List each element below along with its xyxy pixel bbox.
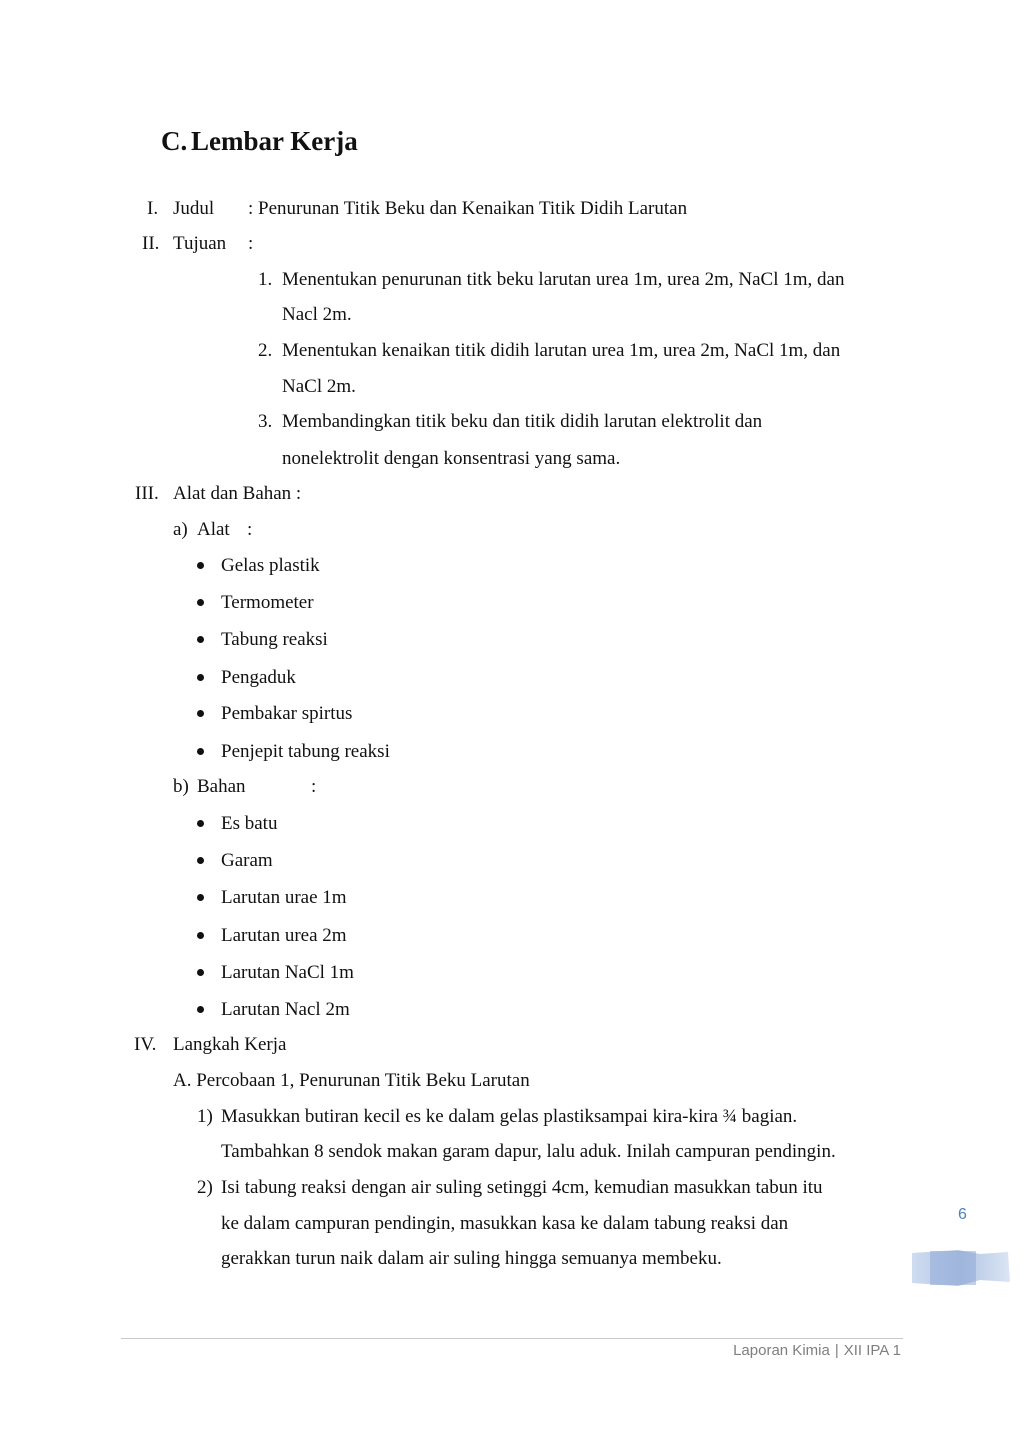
alat-bahan-label: Alat dan Bahan : — [173, 483, 302, 504]
bahan-item: Larutan Nacl 2m — [221, 999, 350, 1020]
footer-class: XII IPA 1 — [843, 1342, 901, 1359]
alat-item: Termometer — [221, 592, 314, 613]
tujuan-item-line: Membandingkan titik beku dan titik didih larutan elektrolit dan — [282, 411, 763, 432]
alat-item: Penjepit tabung reaksi — [221, 741, 390, 762]
page-footer — [733, 1342, 901, 1359]
alat-item: Pembakar spirtus — [221, 703, 353, 724]
tujuan-item-line: nonelektrolit dengan konsentrasi yang sama. — [282, 448, 621, 469]
tujuan-colon: : — [248, 233, 254, 254]
bahan-item: Larutan NaCl 1m — [221, 962, 354, 983]
section-heading — [161, 124, 358, 158]
bullet-icon — [197, 636, 204, 643]
langkah-label: Langkah Kerja — [173, 1034, 287, 1055]
tujuan-item-number: 1. — [258, 269, 273, 290]
bullet-icon — [197, 820, 204, 827]
langkah-numeral: IV. — [134, 1034, 157, 1055]
bahan-marker: b) — [173, 776, 189, 797]
percobaan-title: A. Percobaan 1, Penurunan Titik Beku Larutan — [173, 1070, 530, 1091]
bahan-item: Larutan urae 1m — [221, 887, 347, 908]
alat-item: Gelas plastik — [221, 555, 320, 576]
page-ribbon-icon — [910, 1249, 1014, 1289]
bullet-icon — [197, 674, 204, 681]
bullet-icon — [197, 710, 204, 717]
step-line: ke dalam campuran pendingin, masukkan kasa ke dalam tabung reaksi dan — [221, 1213, 789, 1234]
alat-label: Alat — [197, 519, 230, 540]
alat-item: Tabung reaksi — [221, 629, 328, 650]
bullet-icon — [197, 857, 204, 864]
heading-text: Lembar Kerja — [191, 126, 358, 156]
tujuan-item-number: 3. — [258, 411, 273, 432]
bahan-item: Garam — [221, 850, 273, 871]
alat-marker: a) — [173, 519, 188, 540]
bullet-icon — [197, 894, 204, 901]
tujuan-item-number: 2. — [258, 340, 273, 361]
footer-title: Laporan Kimia — [733, 1342, 830, 1359]
heading-number: C. — [161, 126, 188, 156]
bullet-icon — [197, 748, 204, 755]
bullet-icon — [197, 969, 204, 976]
alat-item: Pengaduk — [221, 667, 296, 688]
page-number: 6 — [958, 1206, 967, 1223]
step-number: 1) — [197, 1106, 213, 1127]
step-line: gerakkan turun naik dalam air suling hingga semuanya membeku. — [221, 1248, 722, 1269]
tujuan-item-line: Nacl 2m. — [282, 304, 352, 325]
bahan-item: Larutan urea 2m — [221, 925, 347, 946]
alat-bahan-numeral: III. — [135, 483, 159, 504]
bullet-icon — [197, 599, 204, 606]
judul-label: Judul — [173, 198, 215, 219]
tujuan-item-line: NaCl 2m. — [282, 376, 356, 397]
bahan-item: Es batu — [221, 813, 278, 834]
bullet-icon — [197, 1006, 204, 1013]
judul-numeral: I. — [147, 198, 159, 219]
tujuan-item-line: Menentukan penurunan titk beku larutan urea 1m, urea 2m, NaCl 1m, dan — [282, 269, 845, 290]
bahan-colon: : — [311, 776, 317, 797]
alat-colon: : — [247, 519, 253, 540]
step-number: 2) — [197, 1177, 213, 1198]
step-line: Tambahkan 8 sendok makan garam dapur, lalu aduk. Inilah campuran pendingin. — [221, 1141, 836, 1162]
tujuan-label: Tujuan — [173, 233, 227, 254]
judul-value: : Penurunan Titik Beku dan Kenaikan Titik Didih Larutan — [248, 198, 688, 219]
bullet-icon — [197, 932, 204, 939]
bahan-label: Bahan — [197, 776, 246, 797]
tujuan-item-line: Menentukan kenaikan titik didih larutan urea 1m, urea 2m, NaCl 1m, dan — [282, 340, 841, 361]
step-line: Isi tabung reaksi dengan air suling setinggi 4cm, kemudian masukkan tabun itu — [221, 1177, 823, 1198]
step-line: Masukkan butiran kecil es ke dalam gelas plastiksampai kira-kira ¾ bagian. — [221, 1106, 798, 1127]
footer-divider — [121, 1338, 903, 1339]
tujuan-numeral: II. — [142, 233, 160, 254]
bullet-icon — [197, 562, 204, 569]
footer-separator: | — [834, 1342, 839, 1359]
